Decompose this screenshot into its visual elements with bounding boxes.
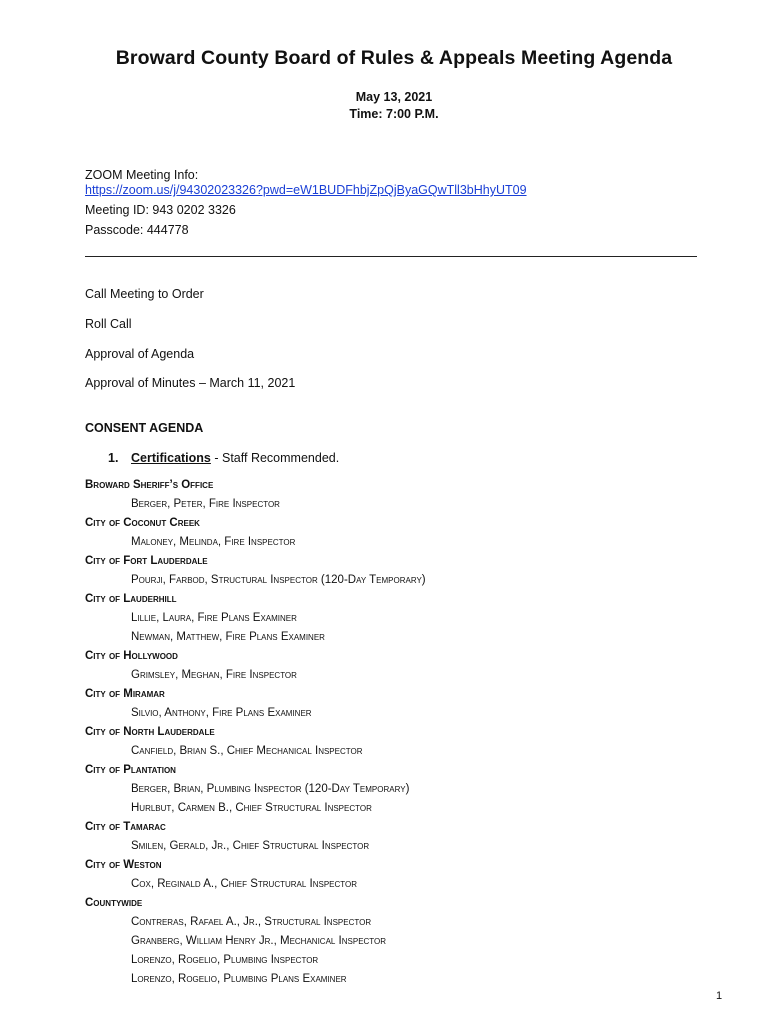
agenda-item-roll-call: Roll Call <box>85 317 132 331</box>
certifications-label: Certifications <box>131 451 211 465</box>
jurisdiction-heading: City of North Lauderdale <box>85 726 215 738</box>
inspector-entry: Contreras, Rafael A., Jr., Structural Inspector <box>131 916 372 928</box>
jurisdiction-heading: City of Plantation <box>85 764 176 776</box>
jurisdiction-heading: City of Fort Lauderdale <box>85 555 208 567</box>
inspector-entry: Silvio, Anthony, Fire Plans Examiner <box>131 707 312 719</box>
inspector-entry: Berger, Peter, Fire Inspector <box>131 498 280 510</box>
zoom-link[interactable]: https://zoom.us/j/94302023326?pwd=eW1BUDFhbjZpQjByaGQwTll3bHhyUT09 <box>85 183 527 197</box>
inspector-entry: Lillie, Laura, Fire Plans Examiner <box>131 612 297 624</box>
agenda-item-approval-minutes: Approval of Minutes – March 11, 2021 <box>85 376 296 390</box>
zoom-heading: ZOOM Meeting Info: <box>85 168 199 182</box>
divider-line <box>85 256 697 257</box>
inspector-entry: Granberg, William Henry Jr., Mechanical Inspector <box>131 935 387 947</box>
inspector-entry: Pourji, Farbod, Structural Inspector (120-Day Temporary) <box>131 574 426 586</box>
inspector-entry: Lorenzo, Rogelio, Plumbing Inspector <box>131 954 319 966</box>
inspector-entry: Smilen, Gerald, Jr., Chief Structural Inspector <box>131 840 370 852</box>
meeting-time: Time: 7:00 P.M. <box>349 107 439 121</box>
inspector-entry: Hurlbut, Carmen B., Chief Structural Inspector <box>131 802 372 814</box>
jurisdiction-heading: City of Weston <box>85 859 162 871</box>
agenda-item-approval-agenda: Approval of Agenda <box>85 347 195 361</box>
agenda-item-call-to-order: Call Meeting to Order <box>85 287 204 301</box>
certifications-item <box>131 451 339 465</box>
inspector-entry: Grimsley, Meghan, Fire Inspector <box>131 669 297 681</box>
jurisdiction-heading: Countywide <box>85 897 143 909</box>
inspector-entry: Canfield, Brian S., Chief Mechanical Inspector <box>131 745 363 757</box>
inspector-entry: Lorenzo, Rogelio, Plumbing Plans Examiner <box>131 973 347 985</box>
inspector-entry: Berger, Brian, Plumbing Inspector (120-Day Temporary) <box>131 783 410 795</box>
jurisdiction-heading: Broward Sheriff’s Office <box>85 479 214 491</box>
page-number: 1 <box>716 990 723 1002</box>
meeting-date: May 13, 2021 <box>355 90 433 104</box>
inspector-entry: Maloney, Melinda, Fire Inspector <box>131 536 296 548</box>
consent-agenda-heading: CONSENT AGENDA <box>85 421 204 435</box>
document-title: Broward County Board of Rules & Appeals Meeting Agenda <box>115 47 673 69</box>
jurisdiction-heading: City of Coconut Creek <box>85 517 200 529</box>
consent-item-number: 1. <box>108 451 119 465</box>
passcode: Passcode: 444778 <box>85 223 189 237</box>
certifications-note: - Staff Recommended. <box>210 451 340 465</box>
meeting-id: Meeting ID: 943 0202 3326 <box>85 203 236 217</box>
jurisdiction-heading: City of Miramar <box>85 688 165 700</box>
inspector-entry: Newman, Matthew, Fire Plans Examiner <box>131 631 325 643</box>
inspector-entry: Cox, Reginald A., Chief Structural Inspector <box>131 878 358 890</box>
jurisdiction-heading: City of Hollywood <box>85 650 178 662</box>
jurisdiction-heading: City of Lauderhill <box>85 593 177 605</box>
jurisdiction-heading: City of Tamarac <box>85 821 166 833</box>
